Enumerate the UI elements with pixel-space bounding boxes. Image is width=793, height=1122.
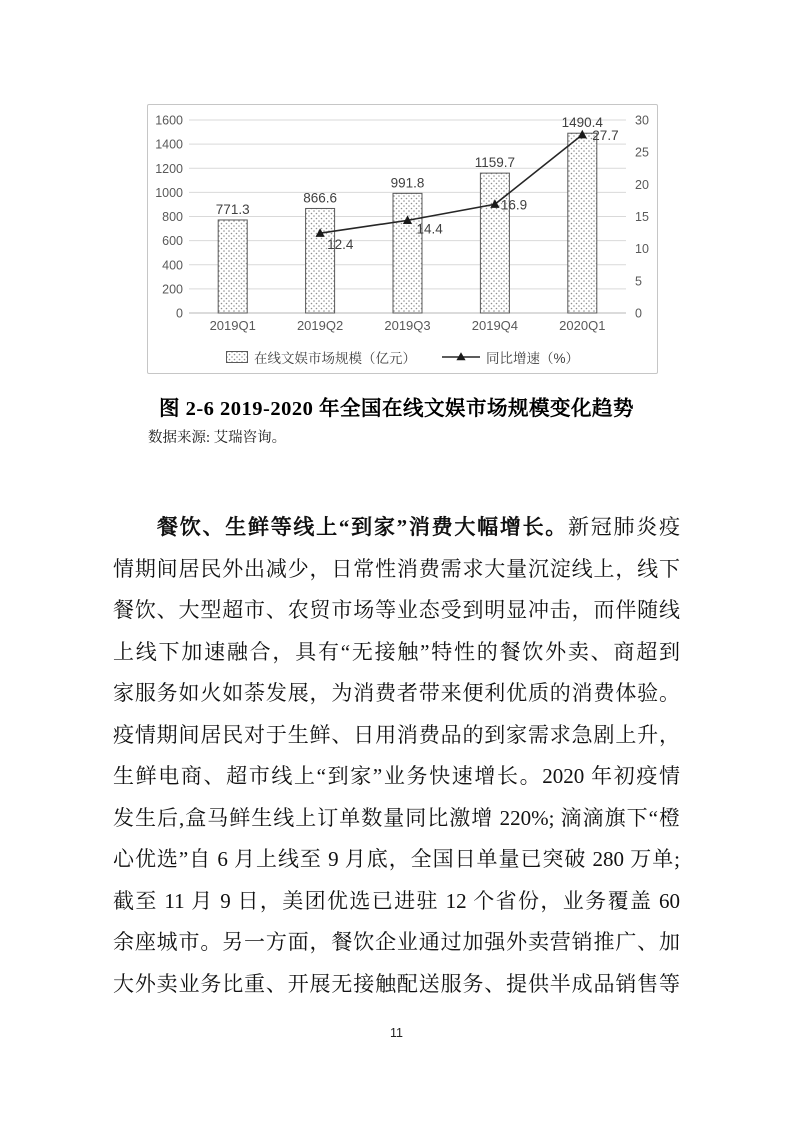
figure-caption: 图 2-6 2019-2020 年全国在线文娱市场规模变化趋势 [158, 398, 635, 420]
paragraph-text: 上线下加速融合，具有“无接触”特性的餐饮外卖、商超到 [113, 639, 680, 664]
right-axis-tick-label: 30 [635, 113, 649, 128]
paragraph-line [113, 549, 680, 591]
paragraph-text: 新冠肺炎疫 [568, 515, 681, 539]
data-source-note: 数据来源: 艾瑞咨询。 [148, 430, 287, 446]
line-value-label: 12.4 [327, 237, 354, 253]
left-axis-tick-label: 1200 [155, 161, 183, 176]
line-marker-swatch-icon [442, 351, 480, 363]
category-label: 2019Q4 [471, 318, 519, 333]
paragraph-bold-lead: 餐饮、生鲜等线上“到家”消费大幅增长。 [157, 515, 569, 539]
paragraph-line [113, 756, 680, 798]
left-axis-tick-label: 200 [162, 282, 183, 297]
paragraph-line [113, 881, 680, 923]
paragraph-text: 发生后,盒马鲜生线上订单数量同比激增 220%; 滴滴旗下“橙 [113, 805, 680, 830]
chart-legend [148, 343, 657, 371]
left-axis-tick-label: 400 [162, 258, 183, 273]
category-label: 2019Q1 [209, 318, 256, 333]
paragraph-text: 心优选”自 6 月上线至 9 月底，全国日单量已突破 280 万单; [113, 847, 680, 871]
paragraph-line [113, 839, 680, 881]
page-number: 11 [390, 1026, 403, 1040]
bar-value-label: 991.8 [390, 175, 425, 191]
bar-value-label: 771.3 [215, 201, 250, 217]
right-axis-tick-label: 10 [635, 242, 649, 257]
market-scale-chart [147, 104, 658, 374]
bar-value-label: 1159.7 [474, 155, 516, 171]
right-axis-tick-label: 5 [635, 274, 642, 289]
category-label: 2019Q3 [384, 318, 431, 333]
category-label: 2019Q2 [296, 318, 344, 333]
paragraph-line [113, 632, 680, 674]
bar-value-label: 1490.4 [561, 115, 603, 131]
left-axis-tick-label: 1400 [155, 137, 183, 152]
body-paragraph [113, 507, 680, 1005]
paragraph-line [113, 673, 680, 715]
paragraph-text: 情期间居民外出减少，日常性消费需求大量沉淀线上，线下 [113, 556, 680, 581]
line-value-label: 16.9 [500, 197, 528, 213]
line-value-label: 14.4 [416, 221, 443, 237]
paragraph-line [113, 964, 680, 1006]
paragraph-line [113, 507, 680, 549]
right-axis-tick-label: 15 [635, 210, 649, 224]
right-axis-tick-label: 25 [635, 145, 649, 160]
paragraph-line [113, 715, 680, 757]
paragraph-line [113, 922, 680, 964]
right-axis-tick-label: 0 [635, 306, 642, 321]
right-axis-tick-label: 20 [635, 177, 649, 192]
line-value-label: 27.7 [592, 127, 619, 143]
legend-label-market-scale: 在线文娱市场规模（亿元） [253, 351, 416, 366]
bar-pattern-swatch-icon [226, 351, 248, 363]
paragraph-line [113, 590, 680, 632]
chart-canvas [148, 105, 657, 343]
legend-item-growth-rate [442, 347, 579, 367]
paragraph-line [113, 798, 680, 840]
bar [568, 133, 597, 313]
bar [218, 220, 247, 313]
left-axis-tick-label: 0 [176, 306, 183, 321]
paragraph-text: 余座城市。另一方面，餐饮企业通过加强外卖营销推广、加 [113, 930, 680, 954]
paragraph-text: 生鲜电商、超市线上“到家”业务快速增长。2020 年初疫情 [113, 764, 680, 788]
paragraph-text: 餐饮、大型超市、农贸市场等业态受到明显冲击，而伴随线 [113, 598, 680, 622]
category-label: 2020Q1 [559, 318, 606, 333]
left-axis-tick-label: 800 [162, 210, 183, 224]
bar [393, 193, 422, 313]
left-axis-tick-label: 1000 [155, 185, 183, 200]
paragraph-text: 大外卖业务比重、开展无接触配送服务、提供半成品销售等 [113, 971, 680, 996]
left-axis-tick-label: 1600 [155, 113, 183, 128]
bar-value-label: 866.6 [303, 190, 337, 206]
growth-trend-line [320, 135, 582, 233]
legend-label-growth-rate: 同比增速（%） [485, 351, 579, 366]
bar [480, 173, 509, 313]
left-axis-tick-label: 600 [162, 234, 183, 249]
paragraph-text: 截至 11 月 9 日，美团优选已进驻 12 个省份，业务覆盖 60 [113, 888, 680, 913]
paragraph-text: 家服务如火如荼发展，为消费者带来便利优质的消费体验。 [113, 681, 680, 705]
paragraph-text: 疫情期间居民对于生鲜、日用消费品的到家需求急剧上升， [113, 722, 680, 747]
bar [306, 208, 335, 313]
legend-item-market-scale [226, 347, 416, 367]
